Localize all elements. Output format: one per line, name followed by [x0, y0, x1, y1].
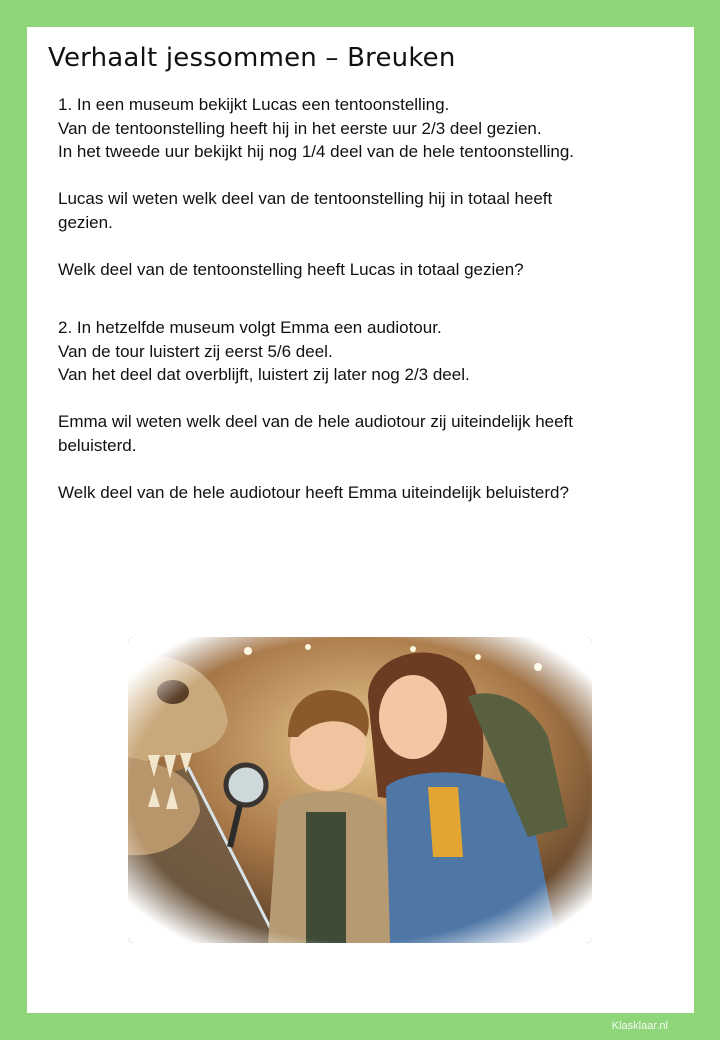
- brand-watermark: Klasklaar.nl: [611, 1020, 668, 1032]
- q1-question: Welk deel van de tentoonstelling heeft Lucas in totaal gezien?: [58, 259, 524, 279]
- q2-question: Welk deel van de hele audiotour heeft Emma uiteindelijk beluisterd?: [58, 482, 569, 502]
- page-title: Verhaalt jessommen – Breuken: [48, 43, 456, 73]
- q2-line-2: Van de tour luistert zij eerst 5/6 deel.: [58, 341, 333, 361]
- q2-line-3: Van het deel dat overblijft, luistert zij later nog 2/3 deel.: [58, 365, 470, 384]
- worksheet-page: [27, 27, 694, 1013]
- q1-line-2: Van de tentoonstelling heeft hij in het eerste uur 2/3 deel gezien.: [58, 118, 542, 138]
- q2-line-5: beluisterd.: [58, 435, 137, 455]
- q1-line-5: gezien.: [58, 212, 113, 232]
- q1-line-1: 1. In een museum bekijkt Lucas een tentoonstelling.: [58, 95, 450, 114]
- q1-line-4: Lucas wil weten welk deel van de tentoonstelling hij in totaal heeft: [58, 189, 553, 208]
- question-2: [58, 316, 573, 504]
- q2-line-4: Emma wil weten welk deel van de hele audiotour zij uiteindelijk heeft: [58, 412, 574, 431]
- q1-line-3: In het tweede uur bekijkt hij nog 1/4 deel van de hele tentoonstelling.: [58, 142, 575, 161]
- museum-illustration: [128, 637, 592, 943]
- question-1: [58, 93, 574, 281]
- q2-line-1: 2. In hetzelfde museum volgt Emma een audiotour.: [58, 318, 442, 337]
- museum-photo: [128, 637, 592, 943]
